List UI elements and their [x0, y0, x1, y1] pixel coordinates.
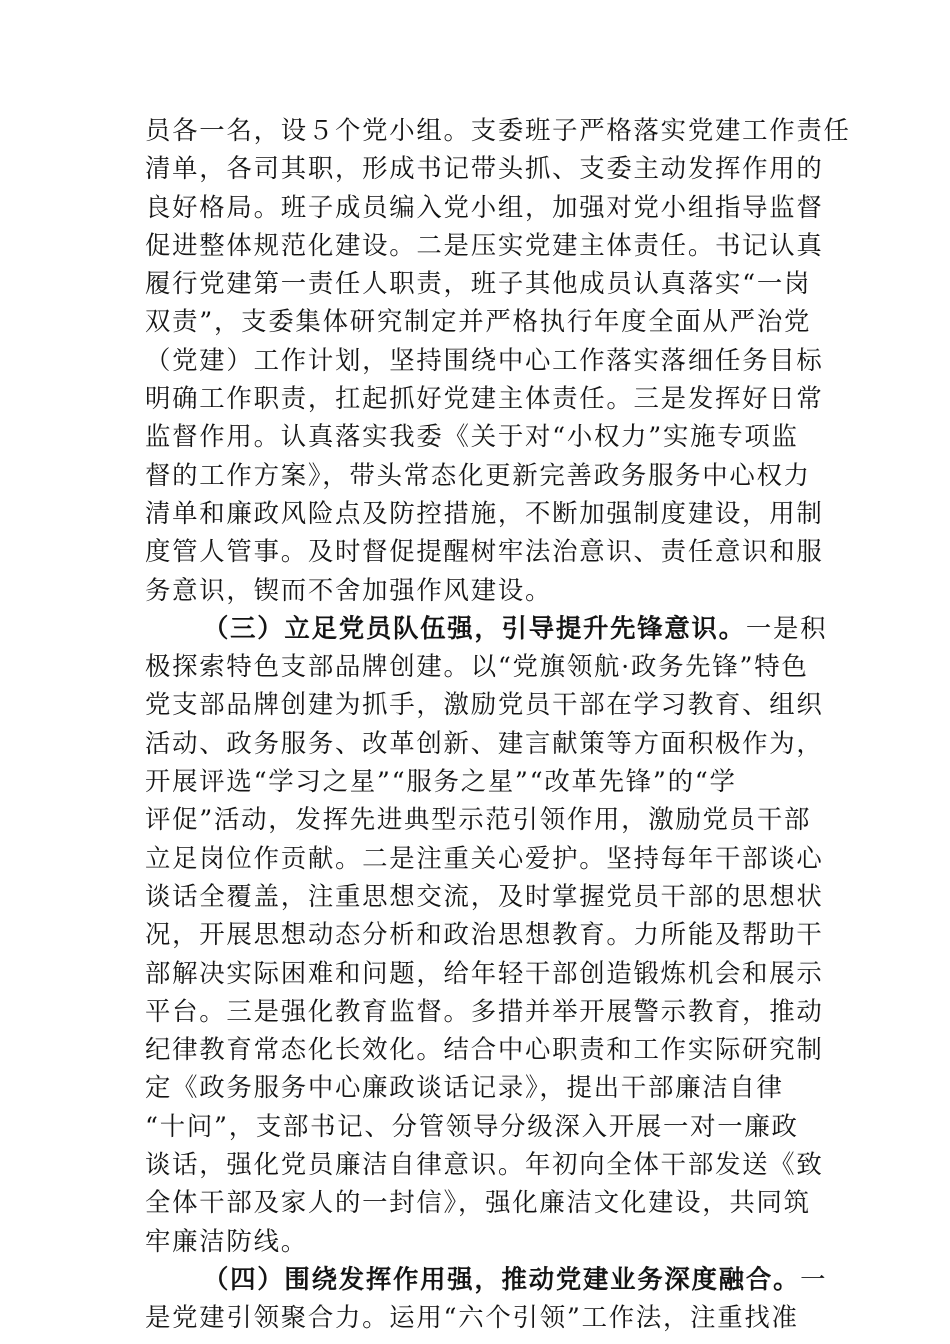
text-line: 监督作用。认真落实我委《关于对“小权力”实施专项监 [145, 421, 799, 452]
text-line: 履行党建第一责任人职责，班子其他成员认真落实“一岗 [145, 268, 812, 299]
text-line: 良好格局。班子成员编入党小组，加强对党小组指导监督 [145, 191, 824, 222]
text-line: 是党建引领聚合力。运用“六个引领”工作法，注重找准 [145, 1302, 799, 1333]
paragraph-section-3 [145, 609, 828, 1260]
text-line: 开展评选“学习之星”“服务之星”“改革先锋”的“学 [145, 766, 737, 797]
text-line: 党支部品牌创建为抓手，激励党员干部在学习教育、组织 [145, 689, 824, 720]
section-3-heading: （三）立足党员队伍强，引导提升先锋意识。 [203, 612, 746, 643]
text-line: 纪律教育常态化长效化。结合中心职责和工作实际研究制 [145, 1034, 824, 1065]
text-line: 员各一名，设５个党小组。支委班子严格落实党建工作责任 [145, 115, 851, 145]
text-line: 活动、政务服务、改革创新、建言献策等方面积极作为， [145, 727, 824, 758]
text-line: 评促”活动，发挥先进典型示范引领作用，激励党员干部 [145, 804, 812, 835]
text-line: 督的工作方案》，带头常态化更新完善政务服务中心权力 [145, 459, 811, 490]
section-4-first-tail: 一 [800, 1263, 828, 1294]
text-line: 清单，各司其职，形成书记带头抓、支委主动发挥作用的 [145, 153, 824, 184]
section-3-first-tail: 一是积 [745, 612, 828, 643]
paragraph-section-4 [145, 1260, 828, 1337]
text-line: 双责”，支委集体研究制定并严格执行年度全面从严治党 [145, 306, 812, 337]
text-line: 立足岗位作贡献。二是注重关心爱护。坚持每年干部谈心 [145, 842, 824, 873]
text-line: 谈话全覆盖，注重思想交流，及时掌握党员干部的思想状 [145, 880, 824, 911]
text-line: 全体干部及家人的一封信》，强化廉洁文化建设，共同筑 [145, 1187, 811, 1218]
text-line: 清单和廉政风险点及防控措施，不断加强制度建设，用制 [145, 497, 824, 528]
text-line: 定《政务服务中心廉政谈话记录》，提出干部廉洁自律 [145, 1072, 784, 1103]
text-line: “十问”，支部书记、分管领导分级深入开展一对一廉政 [145, 1110, 799, 1141]
text-line: 务意识，锲而不舍加强作风建设。 [145, 574, 553, 605]
text-line: 极探索特色支部品牌创建。以“党旗领航·政务先锋”特色 [145, 651, 809, 682]
text-line: 平台。三是强化教育监督。多措并举开展警示教育，推动 [145, 995, 824, 1026]
text-line: 谈话，强化党员廉洁自律意识。年初向全体干部发送《致 [145, 1149, 824, 1180]
section-4-heading: （四）围绕发挥作用强，推动党建业务深度融合。 [203, 1263, 801, 1294]
text-line: 度管人管事。及时督促提醒树牢法治意识、责任意识和服 [145, 536, 824, 567]
text-line: 促进整体规范化建设。二是压实党建主体责任。书记认真 [145, 229, 824, 260]
text-line: 明确工作职责，扛起抓好党建主体责任。三是发挥好日常 [145, 383, 824, 414]
text-line: 牢廉洁防线。 [145, 1225, 308, 1256]
text-line: 部解决实际困难和问题，给年轻干部创造锻炼机会和展示 [145, 957, 824, 988]
text-line: （党建）工作计划，坚持围绕中心工作落实落细任务目标 [145, 344, 824, 375]
text-line: 况，开展思想动态分析和政治思想教育。力所能及帮助干 [145, 919, 824, 950]
text-line [145, 609, 828, 647]
paragraph-party-organization [145, 111, 851, 609]
document-body [145, 111, 851, 1337]
text-line [145, 1260, 828, 1298]
